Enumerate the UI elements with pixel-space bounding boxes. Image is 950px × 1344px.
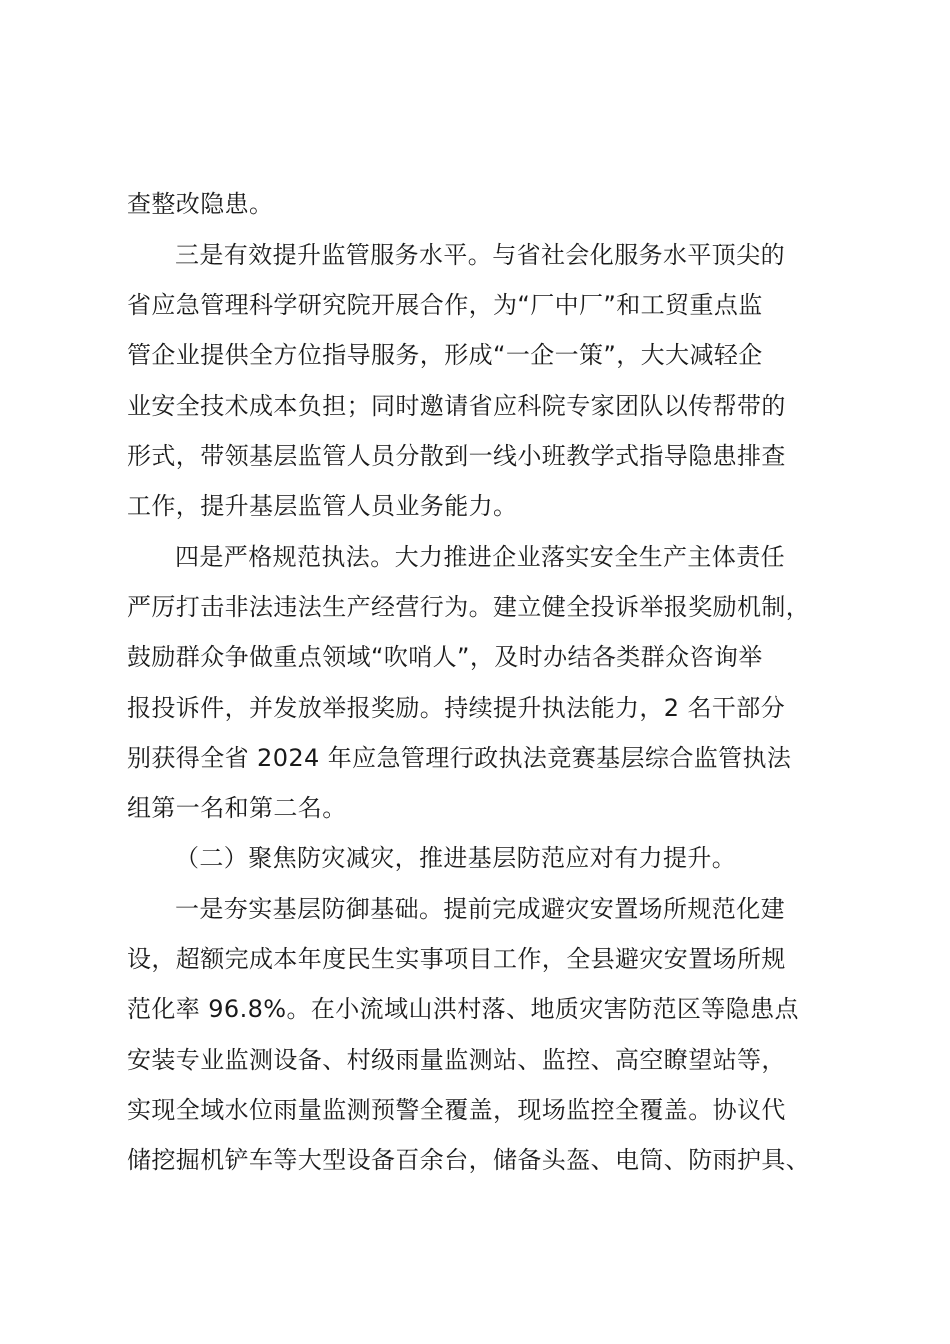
section-heading: （二）聚焦防灾减灾，推进基层防范应对有力提升。 [175,844,737,872]
text-line: 管企业提供全方位指导服务，形成“一企一策”，大大减轻企 [127,341,763,369]
paragraph-first-line: 四是严格规范执法。大力推进企业落实安全生产主体责任 [175,543,785,571]
text-line: 业安全技术成本负担；同时邀请省应科院专家团队以传帮带的 [127,392,786,420]
text-line: 省应急管理科学研究院开展合作，为“厂中厂”和工贸重点监 [127,291,763,319]
text-line: 实现全域水位雨量监测预警全覆盖，现场监控全覆盖。协议代 [127,1096,786,1124]
paragraph-first-line: 一是夯实基层防御基础。提前完成避灾安置场所规范化建 [175,895,785,923]
text-line: 严厉打击非法违法生产经营行为。建立健全投诉举报奖励机制， [127,593,811,621]
text-line: 工作，提升基层监管人员业务能力。 [127,492,518,520]
text-line: 组第一名和第二名。 [127,794,347,822]
text-line: 形式，带领基层监管人员分散到一线小班教学式指导隐患排查 [127,442,786,470]
text-line: 报投诉件，并发放举报奖励。持续提升执法能力，2 名干部分 [127,694,786,722]
paragraph-first-line: 三是有效提升监管服务水平。与省社会化服务水平顶尖的 [175,241,785,269]
text-line: 储挖掘机铲车等大型设备百余台，储备头盔、电筒、防雨护具、 [127,1146,811,1174]
text-line: 别获得全省 2024 年应急管理行政执法竞赛基层综合监管执法 [127,744,792,772]
text-line: 安装专业监测设备、村级雨量监测站、监控、高空瞭望站等， [127,1046,786,1074]
text-line: 鼓励群众争做重点领域“吹哨人”，及时办结各类群众咨询举 [127,643,763,671]
text-line: 查整改隐患。 [127,190,274,218]
text-line: 范化率 96.8%。在小流域山洪村落、地质灾害防范区等隐患点 [127,995,799,1023]
text-line: 设，超额完成本年度民生实事项目工作，全县避灾安置场所规 [127,945,786,973]
